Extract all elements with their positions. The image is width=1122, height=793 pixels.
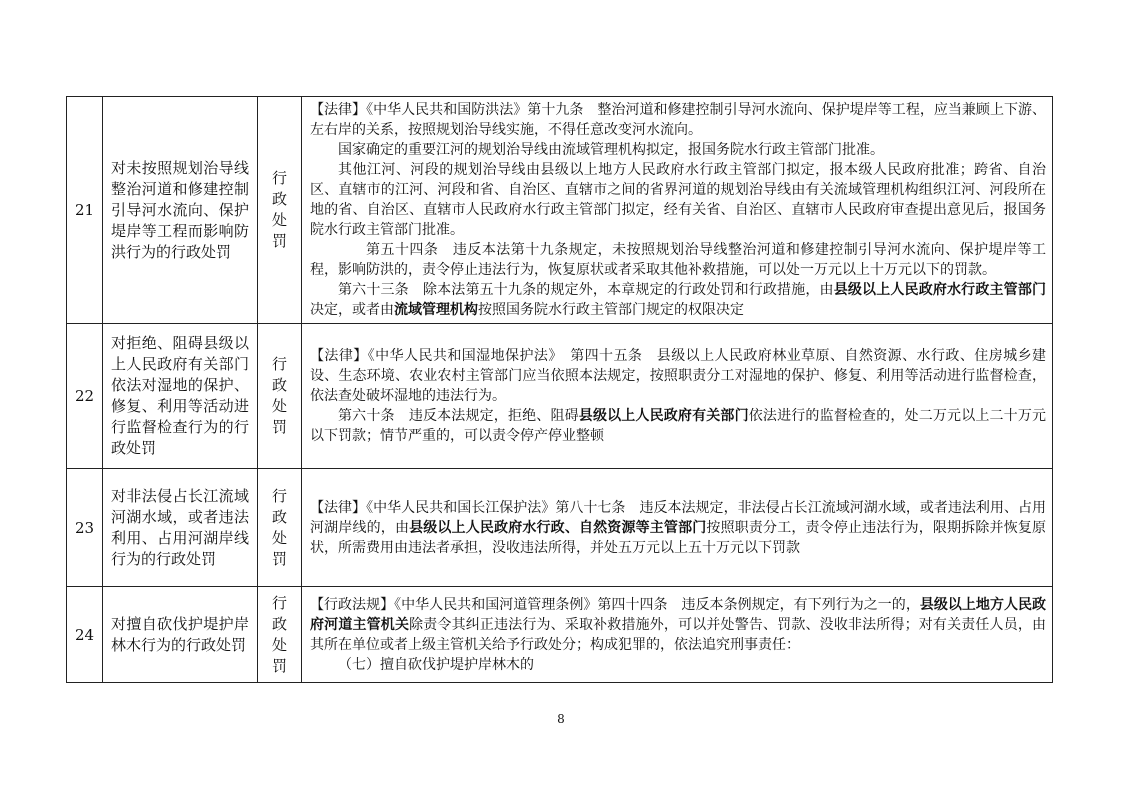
authority-highlight: 县级以上地方人民政府河道主管机关: [310, 596, 1046, 633]
item-type: 行 政 处 罚: [258, 587, 302, 683]
basis-paragraph: 其他江河、河段的规划治导线由县级以上地方人民政府水行政主管部门拟定，报本级人民政府批准；跨省、自治区、直辖市的江河、河段和省、自治区、直辖市之间的省界河道的规划治导线由有关流域管理机构组织江河、河段所在地的省、自治区、直辖市人民政府水行政主管部门拟定，经有关省、自治区、直辖市人民政府审查提出意见后，报国务院水行政主管部门批准。: [310, 162, 1046, 238]
authority-highlight: 流域管理机构: [394, 302, 478, 318]
legal-basis: [302, 97, 1053, 324]
item-name: 对擅自砍伐护堤护岸林木行为的行政处罚: [103, 587, 258, 683]
row-number: 24: [67, 587, 103, 683]
table-row: [67, 324, 1053, 469]
basis-paragraph: 国家确定的重要江河的规划治导线由流域管理机构拟定，报国务院水行政主管部门批准。: [338, 142, 884, 158]
authority-highlight: 县级以上人民政府水行政、自然资源等主管部门: [409, 519, 707, 536]
legal-basis: [302, 469, 1053, 587]
item-type: 行 政 处 罚: [258, 469, 302, 587]
table-row: [67, 587, 1053, 683]
item-type: 行 政 处 罚: [258, 97, 302, 324]
page-number: 8: [557, 712, 565, 726]
basis-paragraph: 第六十三条 除本法第五十九条的规定外，本章规定的行政处罚和行政措施，由县级以上人民政府水行政主管部门决定，或者由流域管理机构按照国务院水行政主管部门规定的权限决定: [310, 282, 1047, 318]
row-number: 23: [67, 469, 103, 587]
item-type: 行 政 处 罚: [258, 324, 302, 469]
regulation-table: [66, 96, 1053, 683]
basis-paragraph: 【法律】《中华人民共和国防洪法》第十九条 整治河道和修建控制引导河水流向、保护堤岸等工程，应当兼顾上下游、左右岸的关系，按照规划治导线实施，不得任意改变河水流向。: [310, 102, 1046, 138]
legal-basis: [302, 587, 1053, 683]
row-number: 22: [67, 324, 103, 469]
row-number: 21: [67, 97, 103, 324]
basis-paragraph: 【法律】《中华人民共和国湿地保护法》 第四十五条 县级以上人民政府林业草原、自然资源、水行政、住房城乡建设、生态环境、农业农村主管部门应当依照本法规定，按照职责分工对湿地的保护、修复、利用等活动进行监督检查，依法查处破坏湿地的违法行为。: [310, 348, 1046, 404]
basis-paragraph: 第五十四条 违反本法第十九条规定，未按照规划治导线整治河道和修建控制引导河水流向、保护堤岸等工程，影响防洪的，责令停止违法行为，恢复原状或者采取其他补救措施，可以处一万元以上十万元以下的罚款。: [310, 242, 1046, 278]
basis-paragraph: （七）擅自砍伐护堤护岸林木的: [338, 656, 534, 673]
item-name: 对拒绝、阻碍县级以上人民政府有关部门依法对湿地的保护、修复、利用等活动进行监督检查行为的行政处罚: [103, 324, 258, 469]
table-row: [67, 97, 1053, 324]
basis-paragraph: 第六十条 违反本法规定，拒绝、阻碍县级以上人民政府有关部门依法进行的监督检查的，处二万元以上二十万元以下罚款；情节严重的，可以责令停产停业整顿: [310, 408, 1047, 444]
authority-highlight: 县级以上人民政府水行政主管部门: [833, 282, 1047, 298]
item-name: 对未按照规划治导线整治河道和修建控制引导河水流向、保护堤岸等工程而影响防洪行为的行政处罚: [103, 97, 258, 324]
authority-highlight: 县级以上人民政府有关部门: [578, 408, 749, 424]
legal-basis: [302, 324, 1053, 469]
basis-paragraph: 【行政法规】《中华人民共和国河道管理条例》第四十四条 违反本条例规定，有下列行为之一的，县级以上地方人民政府河道主管机关除责令其纠正违法行为、采取补救措施外，可以并处警告、罚款、没收非法所得；对有关责任人员，由其所在单位或者上级主管机关给予行政处分；构成犯罪的，依法追究刑事责任：: [310, 596, 1047, 653]
basis-paragraph: 【法律】《中华人民共和国长江保护法》第八十七条 违反本法规定，非法侵占长江流域河湖水域，或者违法利用、占用河湖岸线的，由县级以上人民政府水行政、自然资源等主管部门按照职责分工，责令停止违法行为，限期拆除并恢复原状，所需费用由违法者承担，没收违法所得，并处五万元以上五十万元以下罚款: [310, 499, 1047, 556]
table-row: [67, 469, 1053, 587]
item-name: 对非法侵占长江流域河湖水域，或者违法利用、占用河湖岸线行为的行政处罚: [103, 469, 258, 587]
